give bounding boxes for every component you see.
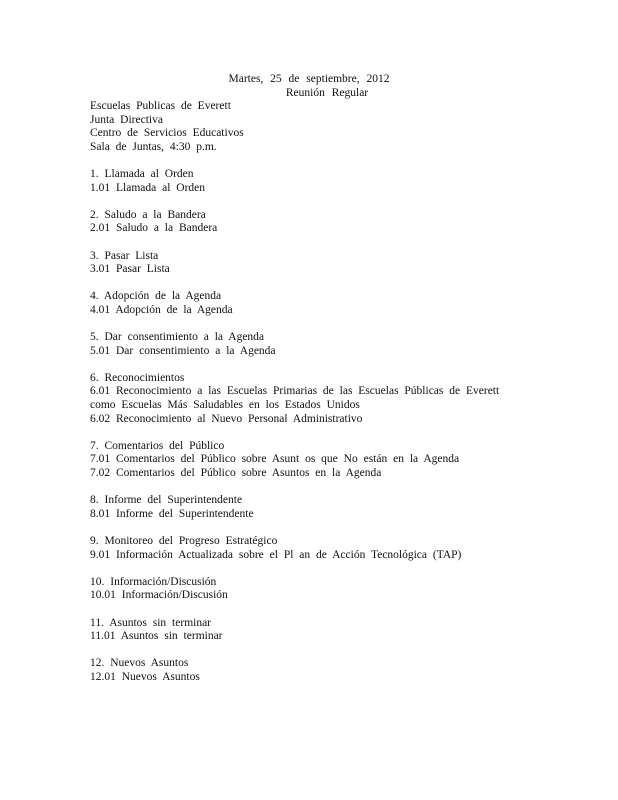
section-item: 8.01 Informe del Superintendente xyxy=(90,507,254,520)
section-item: 7.02 Comentarios del Público sobre Asuntos en la Agenda xyxy=(90,467,382,480)
section-item: 6.01 Reconocimiento a las Escuelas Primarias de las Escuelas Públicas de Everett como Escuelas Más Saludables en los Estados Unidos xyxy=(90,385,500,412)
section-title: 9. Monitoreo del Progreso Estratégico xyxy=(90,535,278,547)
section-item: 4.01 Adopción de la Agenda xyxy=(90,303,233,316)
agenda-section-6 xyxy=(90,372,530,426)
section-title: 6. Reconocimientos xyxy=(90,371,185,384)
section-item: 5.01 Dar consentimiento a la Agenda xyxy=(90,344,276,357)
organization-info xyxy=(90,100,530,154)
section-item: 9.01 Información Actualizada sobre el Pl an de Acción Tecnológica (TAP) xyxy=(90,548,462,561)
agenda-section-5 xyxy=(90,331,530,358)
section-item: 6.02 Reconocimiento al Nuevo Personal Administrativo xyxy=(90,412,363,425)
agenda-header xyxy=(0,72,618,100)
section-title: 3. Pasar Lista xyxy=(90,249,159,262)
agenda-section-11 xyxy=(90,617,530,644)
section-title: 12. Nuevos Asuntos xyxy=(90,657,189,670)
agenda-section-3 xyxy=(90,250,530,277)
agenda-section-1 xyxy=(90,168,530,195)
section-title: 10. Información/Discusión xyxy=(90,575,217,588)
section-item: 3.01 Pasar Lista xyxy=(90,263,170,276)
meeting-type: Reunión Regular xyxy=(285,87,369,99)
agenda-content xyxy=(90,100,530,685)
section-title: 7. Comentarios del Público xyxy=(90,439,225,452)
room-and-time: Sala de Juntas, 4:30 p.m. xyxy=(90,140,217,153)
section-item: 12.01 Nuevos Asuntos xyxy=(90,670,200,683)
venue-name: Centro de Servicios Educativos xyxy=(90,127,244,140)
section-item: 7.01 Comentarios del Público sobre Asunt os que No están en la Agenda xyxy=(90,453,460,466)
agenda-section-4 xyxy=(90,290,530,317)
organization-name: Escuelas Publicas de Everett xyxy=(90,100,231,112)
section-item: 10.01 Información/Discusión xyxy=(90,589,228,602)
agenda-section-10 xyxy=(90,576,530,603)
section-title: 2. Saludo a la Bandera xyxy=(90,208,206,221)
section-item: 1.01 Llamada al Orden xyxy=(90,181,206,194)
section-title: 8. Informe del Superintendente xyxy=(90,494,243,507)
agenda-section-7 xyxy=(90,440,530,481)
agenda-section-8 xyxy=(90,494,530,521)
agenda-section-9 xyxy=(90,535,530,562)
section-title: 5. Dar consentimiento a la Agenda xyxy=(90,331,265,344)
meeting-date: Martes, 25 de septiembre, 2012 xyxy=(228,73,390,85)
board-name: Junta Directiva xyxy=(90,113,163,126)
agenda-section-2 xyxy=(90,209,530,236)
section-title: 11. Asuntos sin terminar xyxy=(90,616,212,629)
section-item: 11.01 Asuntos sin terminar xyxy=(90,630,223,643)
section-title: 4. Adopción de la Agenda xyxy=(90,290,222,303)
section-title: 1. Llamada al Orden xyxy=(90,167,194,180)
section-item: 2.01 Saludo a la Bandera xyxy=(90,222,218,235)
agenda-section-12 xyxy=(90,657,530,684)
